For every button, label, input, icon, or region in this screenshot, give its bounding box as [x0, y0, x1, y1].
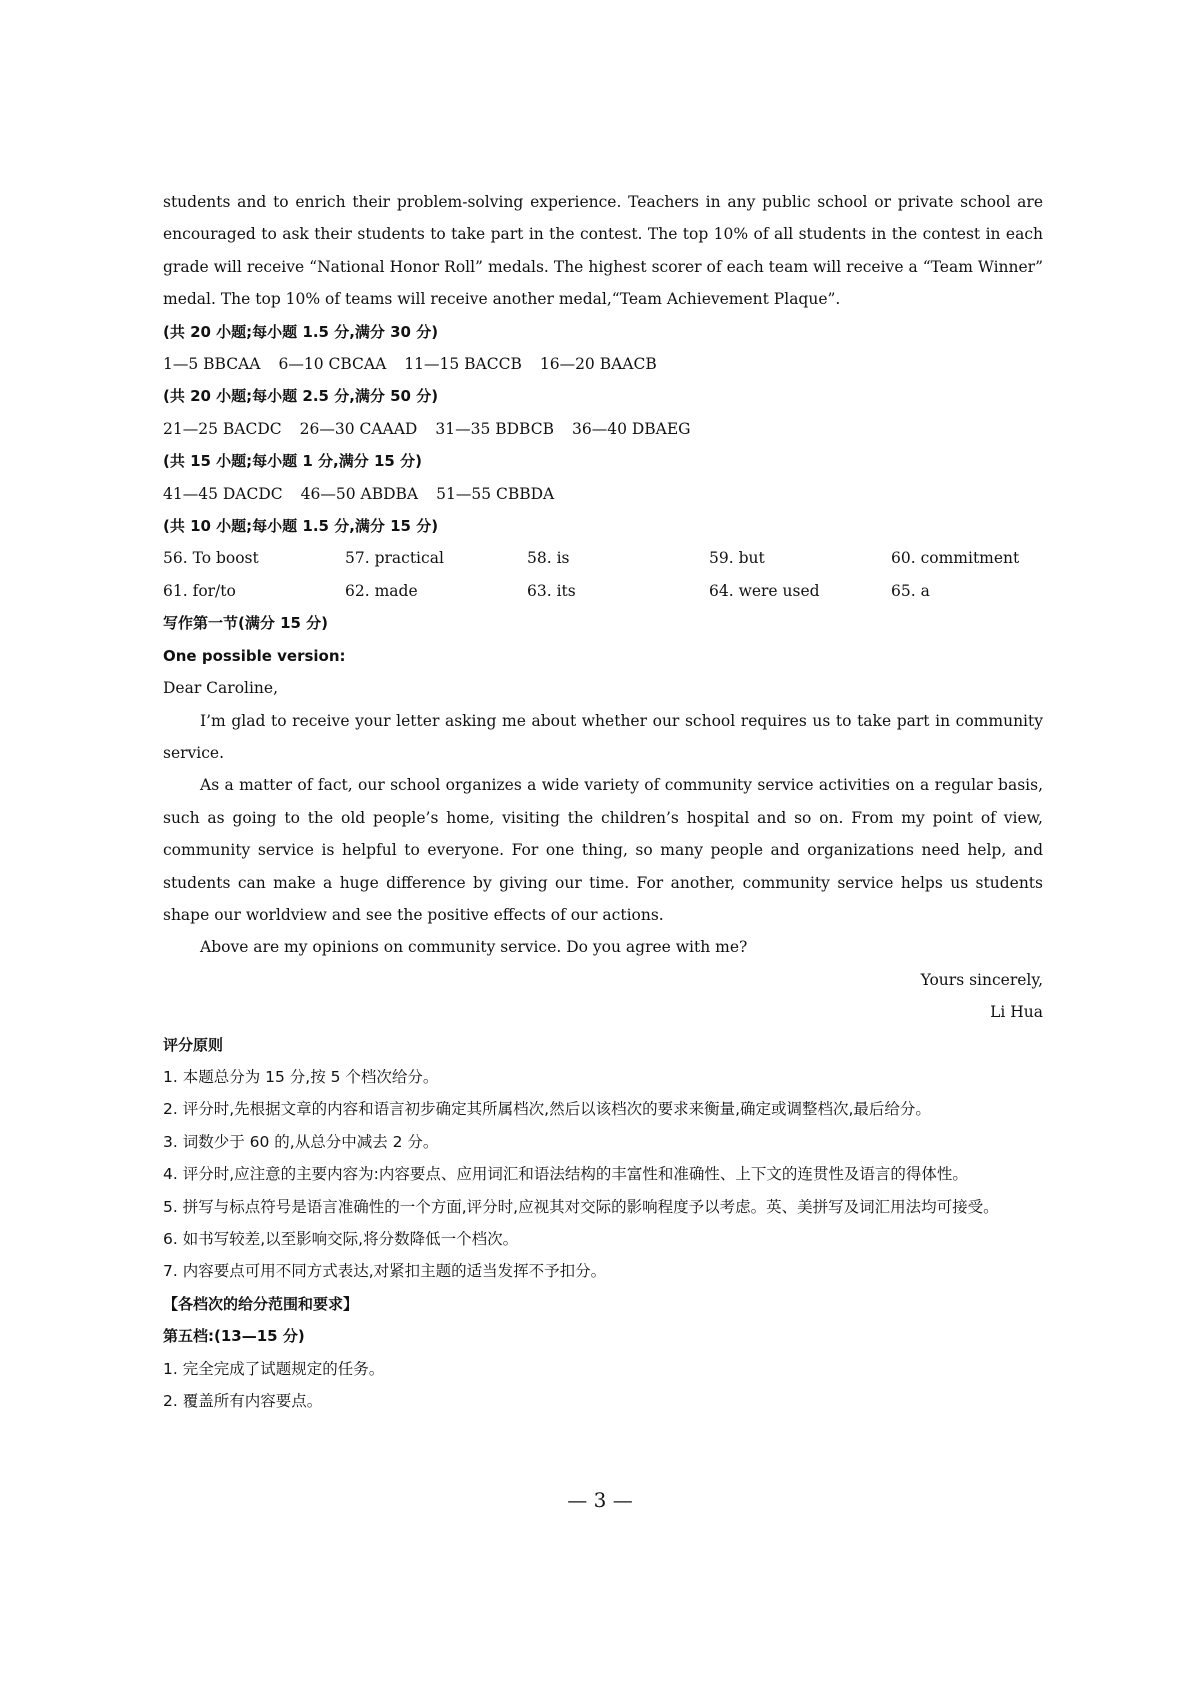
fill-answer: 62. made: [345, 581, 418, 600]
page-number: — 3 —: [567, 1488, 633, 1512]
fill-answer: 58. is: [527, 549, 570, 568]
answer-group: 31—35 BDBCB: [435, 419, 554, 438]
letter-paragraph: As a matter of fact, our school organizes a wide variety of community service activities on a regular basis, such as going to the old people’s home, visiting the children’s hospital and so on. From my point of view, community service is helpful to everyone. For one thing, so many people and organizations need help, and students can make a huge difference by giving our time. For another, community service helps us students shape our worldview and see the positive effects of our actions.: [163, 776, 1043, 924]
answer-row: [163, 348, 1043, 380]
answer-row: [163, 413, 1043, 445]
answer-group: 26—30 CAAAD: [299, 419, 418, 438]
fill-answer: 65. a: [891, 581, 930, 600]
fill-answer: 56. To boost: [163, 549, 259, 568]
fill-answer: 63. its: [527, 581, 576, 600]
contest-intro-paragraph: students and to enrich their problem-solving experience. Teachers in any public school or private school are encouraged to ask their students to take part in the contest. The top 10% of all students in the contest in each grade will receive “National Honor Roll” medals. The highest scorer of each team will receive a “Team Winner” medal. The top 10% of teams will receive another medal,“Team Achievement Plaque”.: [163, 193, 1043, 309]
answer-row: [163, 478, 1043, 510]
answer-group: 36—40 DBAEG: [571, 419, 691, 438]
writing-section-heading: 写作第一节(满分 15 分): [163, 614, 329, 633]
fill-answer: 64. were used: [709, 581, 820, 600]
scoring-rule: 2. 评分时,先根据文章的内容和语言初步确定其所属档次,然后以该档次的要求来衡量,确定或调整档次,最后给分。: [163, 1100, 931, 1119]
fill-answer: 60. commitment: [891, 549, 1020, 568]
letter-closing: Yours sincerely,: [920, 970, 1043, 989]
scoring-rule: 1. 本题总分为 15 分,按 5 个档次给分。: [163, 1067, 439, 1086]
band5-heading: 第五档:(13—15 分): [163, 1327, 305, 1346]
band5-item: 1. 完全完成了试题规定的任务。: [163, 1359, 385, 1378]
scoring-rule: 5. 拼写与标点符号是语言准确性的一个方面,评分时,应视其对交际的影响程度予以考虑。英、美拼写及词汇用法均可接受。: [163, 1197, 999, 1216]
letter-signature: Li Hua: [990, 1003, 1043, 1022]
answer-group: 51—55 CBBDA: [436, 484, 555, 503]
version-label: One possible version:: [163, 646, 346, 665]
answer-key-page: [163, 186, 1043, 1417]
answer-group: 1—5 BBCAA: [163, 355, 261, 374]
answer-group: 16—20 BAACB: [539, 355, 657, 374]
fill-answer: 59. but: [709, 549, 765, 568]
section-heading-grammar-fill: (共 10 小题;每小题 1.5 分,满分 15 分): [163, 517, 439, 536]
answer-group: 41—45 DACDC: [163, 484, 283, 503]
band5-item: 2. 覆盖所有内容要点。: [163, 1392, 323, 1411]
letter-paragraph: I’m glad to receive your letter asking me about whether our school requires us to take part in community service.: [163, 711, 1043, 762]
answer-group: 11—15 BACCB: [404, 355, 522, 374]
answer-group: 46—50 ABDBA: [300, 484, 419, 503]
letter-greeting: Dear Caroline,: [163, 679, 279, 698]
answer-group: 6—10 CBCAA: [278, 355, 387, 374]
scoring-rule: 3. 词数少于 60 的,从总分中减去 2 分。: [163, 1132, 439, 1151]
answer-group: 21—25 BACDC: [163, 419, 282, 438]
fill-answer-grid: [163, 542, 1043, 607]
bands-heading: 【各档次的给分范围和要求】: [163, 1294, 359, 1313]
fill-answer: 57. practical: [345, 549, 444, 568]
scoring-rule: 7. 内容要点可用不同方式表达,对紧扣主题的适当发挥不予扣分。: [163, 1262, 607, 1281]
letter-paragraph: Above are my opinions on community service. Do you agree with me?: [200, 938, 748, 957]
section-heading-listening: (共 20 小题;每小题 1.5 分,满分 30 分): [163, 322, 439, 341]
section-heading-reading: (共 20 小题;每小题 2.5 分,满分 50 分): [163, 387, 439, 406]
scoring-rule: 6. 如书写较差,以至影响交际,将分数降低一个档次。: [163, 1230, 519, 1248]
section-heading-cloze: (共 15 小题;每小题 1 分,满分 15 分): [163, 452, 422, 471]
scoring-rule: 4. 评分时,应注意的主要内容为:内容要点、应用词汇和语法结构的丰富性和准确性、上下文的连贯性及语言的得体性。: [163, 1165, 968, 1184]
fill-answer: 61. for/to: [163, 581, 236, 600]
scoring-heading: 评分原则: [163, 1035, 224, 1054]
